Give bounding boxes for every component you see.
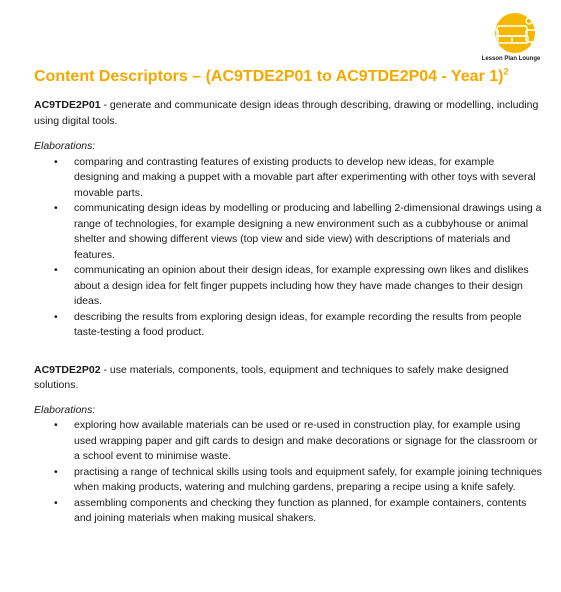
- list-item-text: describing the results from exploring design ideas, for example recording the results from people taste-testing a food product.: [74, 310, 522, 338]
- descriptor-description: - generate and communicate design ideas through describing, drawing or modelling, including using digital tools.: [34, 99, 539, 127]
- bullet-icon: •: [54, 419, 58, 431]
- list-item-text: comparing and contrasting features of existing products to develop new ideas, for example designing and making a puppet with a movable part after experimenting with other toys with several movable parts.: [74, 155, 536, 199]
- list-item: [34, 496, 542, 527]
- descriptor-code: AC9TDE2P02: [34, 363, 101, 376]
- bullet-icon: •: [54, 155, 58, 168]
- descriptor-description: - use materials, components, tools, equipment and techniques to safely make designed solutions.: [34, 363, 509, 391]
- elaborations-list: [34, 418, 542, 527]
- bullet-icon: •: [54, 465, 58, 478]
- list-item-text: assembling components and checking they function as planned, for example containers, contents and joining materials when making musical shakers.: [74, 496, 527, 524]
- descriptor-ac9tde2p01: [34, 98, 542, 129]
- bullet-icon: •: [54, 202, 58, 214]
- list-item: [34, 155, 542, 202]
- descriptor-ac9tde2p02: [34, 363, 542, 394]
- footnote-marker: 2: [503, 66, 509, 77]
- bullet-icon: •: [54, 310, 58, 323]
- elaborations-label: Elaborations:: [34, 140, 96, 152]
- content-body: [34, 98, 542, 527]
- bullet-icon: •: [54, 264, 58, 276]
- list-item: [34, 418, 542, 465]
- sofa-icon: [476, 12, 546, 58]
- logo-text: Lesson Plan Lounge: [481, 56, 541, 62]
- page-title-text: Content Descriptors – (AC9TDE2P01 to AC9TDE2P04 - Year 1): [34, 68, 504, 85]
- bullet-icon: •: [54, 496, 58, 509]
- list-item-text: exploring how available materials can be used or re-used in construction play, for example using used wrapping paper and gift cards to design and make decorations or signage for the classroom or a school event to minimise waste.: [74, 419, 538, 462]
- list-item-text: practising a range of technical skills using tools and equipment safely, for example joining techniques when making products, watering and mulching gardens, preparing a recipe using a knife safely.: [74, 465, 542, 493]
- logo-circle: [495, 13, 535, 53]
- list-item: [34, 310, 542, 341]
- list-item-text: communicating design ideas by modelling or producing and labelling 2-dimensional drawings using a range of technologies, for example designing a new environment such as a cubbyhouse or animal shelter and showing different views (top view and side view) with descriptions of materials and features.: [74, 202, 542, 261]
- descriptor-code: AC9TDE2P01: [34, 99, 101, 111]
- page-title: [34, 68, 509, 86]
- elaborations-list: [34, 155, 542, 341]
- list-item-text: communicating an opinion about their design ideas, for example expressing own likes and dislikes about a design idea for felt finger puppets including how they have made changes to their design ideas.: [74, 264, 529, 307]
- lesson-plan-lounge-logo: [476, 12, 546, 68]
- list-item: [34, 201, 542, 263]
- list-item: [34, 465, 542, 496]
- elaborations-label: Elaborations:: [34, 403, 96, 416]
- list-item: [34, 263, 542, 310]
